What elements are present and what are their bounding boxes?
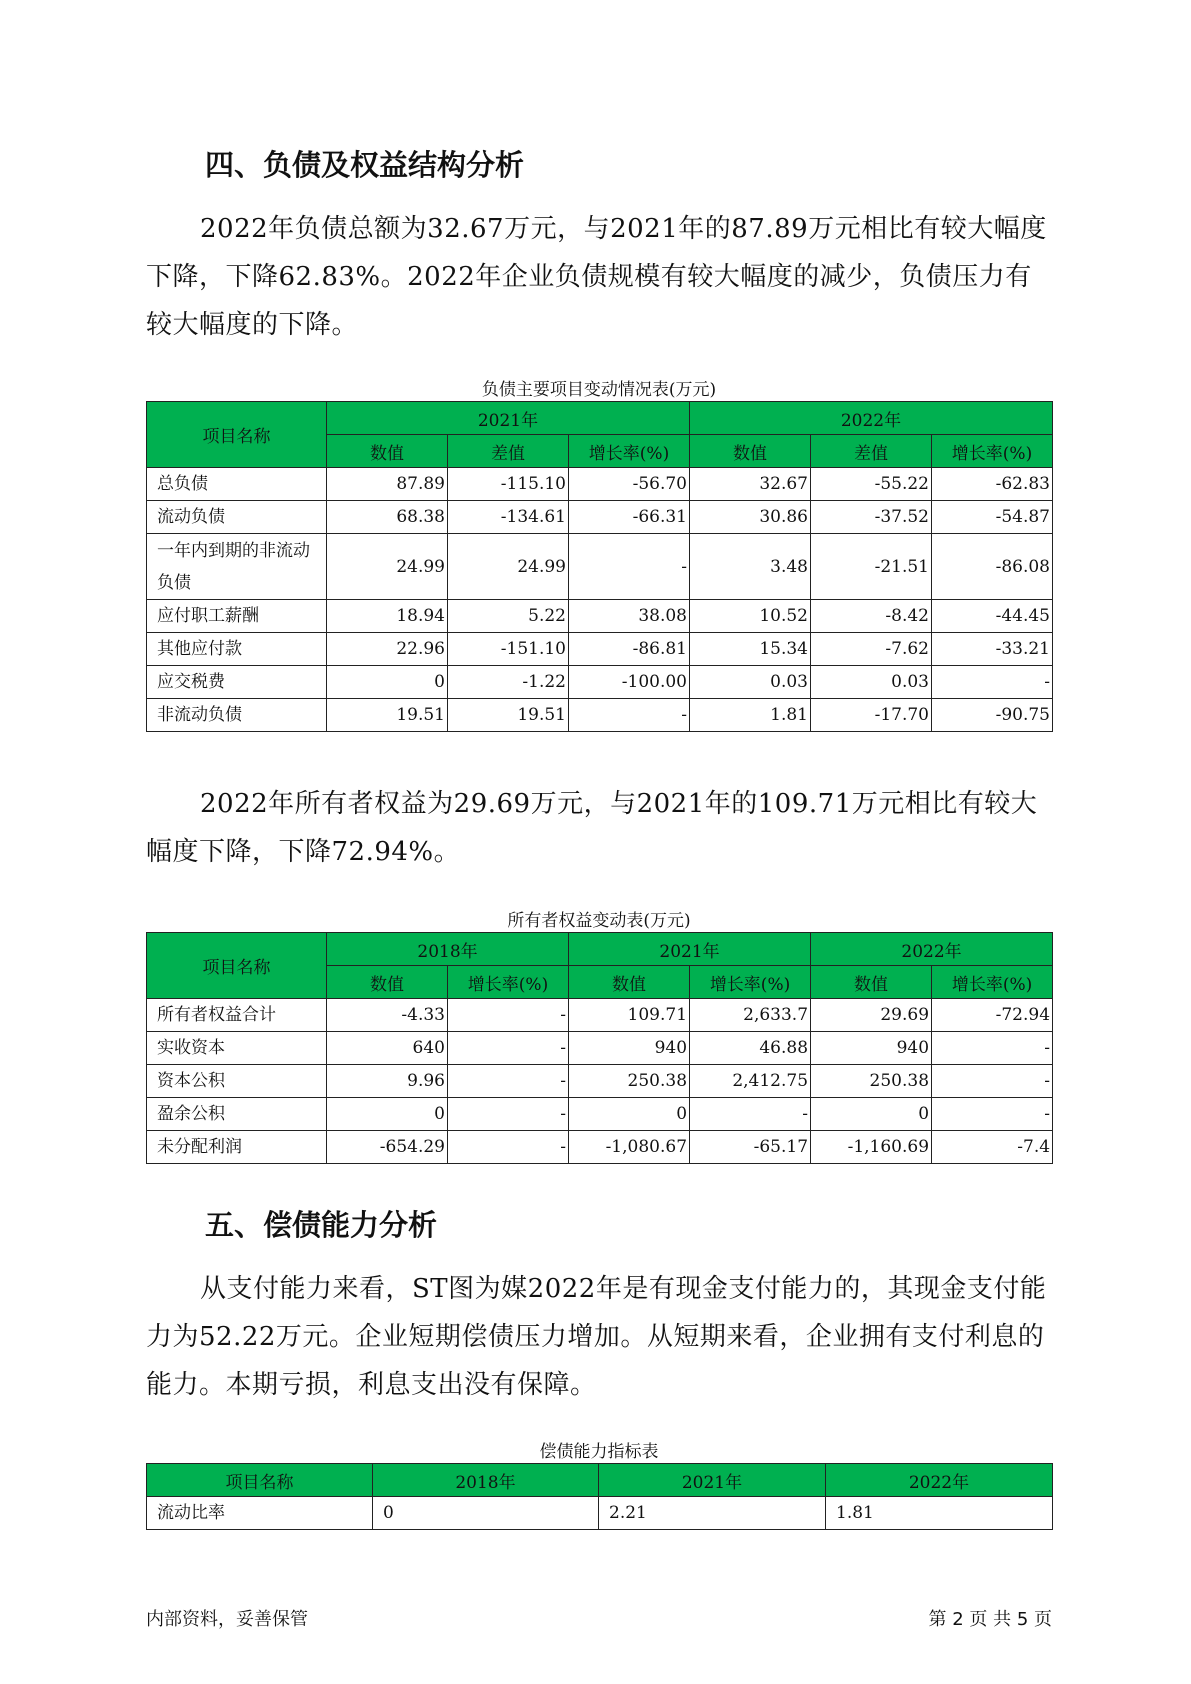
cell: 2,633.7 xyxy=(690,999,811,1032)
cell: 32.67 xyxy=(690,468,811,501)
table-row xyxy=(147,534,1053,600)
header-value: 数值 xyxy=(327,966,448,999)
cell: 22.96 xyxy=(327,633,448,666)
cell: 250.38 xyxy=(569,1065,690,1098)
table-row xyxy=(147,600,1053,633)
cell: -8.42 xyxy=(811,600,932,633)
header-growth: 增长率(%) xyxy=(569,435,690,468)
header-value: 数值 xyxy=(690,435,811,468)
cell: 87.89 xyxy=(327,468,448,501)
cell: -1,080.67 xyxy=(569,1131,690,1164)
cell: -33.21 xyxy=(932,633,1053,666)
cell: -55.22 xyxy=(811,468,932,501)
cell: 2,412.75 xyxy=(690,1065,811,1098)
cell: 9.96 xyxy=(327,1065,448,1098)
cell: -654.29 xyxy=(327,1131,448,1164)
cell: 15.34 xyxy=(690,633,811,666)
cell: -62.83 xyxy=(932,468,1053,501)
cell: - xyxy=(932,1032,1053,1065)
section-5-heading: 五、偿债能力分析 xyxy=(205,1208,438,1242)
cell: - xyxy=(569,534,690,600)
row-name: 总负债 xyxy=(147,468,327,501)
header-item-name: 项目名称 xyxy=(147,1464,373,1497)
cell: -17.70 xyxy=(811,699,932,732)
cell: -56.70 xyxy=(569,468,690,501)
table-row xyxy=(147,501,1053,534)
solvency-paragraph: 从支付能力来看，ST图为媒2022年是有现金支付能力的，其现金支付能力为52.22万元。企业短期偿债压力增加。从短期来看，企业拥有支付利息的能力。本期亏损，利息支出没有保障。 xyxy=(146,1274,1047,1400)
cell: - xyxy=(448,1065,569,1098)
solvency-table-caption: 偿债能力指标表 xyxy=(539,1442,659,1462)
cell: 0.03 xyxy=(811,666,932,699)
cell: 29.69 xyxy=(811,999,932,1032)
cell: 10.52 xyxy=(690,600,811,633)
cell: 1.81 xyxy=(826,1497,1053,1530)
cell: -1.22 xyxy=(448,666,569,699)
cell: 19.51 xyxy=(448,699,569,732)
header-year-2021: 2021年 xyxy=(327,402,690,435)
cell: 38.08 xyxy=(569,600,690,633)
row-name: 一年内到期的非流动负债 xyxy=(147,534,327,600)
cell: 940 xyxy=(811,1032,932,1065)
row-name: 流动比率 xyxy=(147,1497,373,1530)
cell: 68.38 xyxy=(327,501,448,534)
cell: 0 xyxy=(569,1098,690,1131)
header-value: 数值 xyxy=(811,966,932,999)
cell: -21.51 xyxy=(811,534,932,600)
cell: 1.81 xyxy=(690,699,811,732)
row-name: 实收资本 xyxy=(147,1032,327,1065)
row-name: 资本公积 xyxy=(147,1065,327,1098)
header-value: 数值 xyxy=(569,966,690,999)
cell: 109.71 xyxy=(569,999,690,1032)
cell: -134.61 xyxy=(448,501,569,534)
row-name: 未分配利润 xyxy=(147,1131,327,1164)
cell: 250.38 xyxy=(811,1065,932,1098)
cell: - xyxy=(448,1032,569,1065)
cell: -72.94 xyxy=(932,999,1053,1032)
cell: -44.45 xyxy=(932,600,1053,633)
equity-table xyxy=(146,932,1053,1164)
liability-paragraph: 2022年负债总额为32.67万元，与2021年的87.89万元相比有较大幅度下降，下降62.83%。2022年企业负债规模有较大幅度的减少，负债压力有较大幅度的下降。 xyxy=(146,214,1047,340)
cell: -90.75 xyxy=(932,699,1053,732)
header-year-2022: 2022年 xyxy=(811,933,1053,966)
header-item-name: 项目名称 xyxy=(147,402,327,468)
cell: - xyxy=(690,1098,811,1131)
table-row xyxy=(147,633,1053,666)
row-name: 所有者权益合计 xyxy=(147,999,327,1032)
cell: 24.99 xyxy=(448,534,569,600)
header-year-2022: 2022年 xyxy=(690,402,1053,435)
table-row xyxy=(147,1497,1053,1530)
cell: 940 xyxy=(569,1032,690,1065)
table-row xyxy=(147,666,1053,699)
cell: -65.17 xyxy=(690,1131,811,1164)
header-item-name: 项目名称 xyxy=(147,933,327,999)
header-growth: 增长率(%) xyxy=(932,966,1053,999)
cell: -54.87 xyxy=(932,501,1053,534)
cell: 30.86 xyxy=(690,501,811,534)
header-year-2021: 2021年 xyxy=(569,933,811,966)
cell: 0 xyxy=(373,1497,599,1530)
cell: -100.00 xyxy=(569,666,690,699)
cell: 24.99 xyxy=(327,534,448,600)
cell: 19.51 xyxy=(327,699,448,732)
cell: 5.22 xyxy=(448,600,569,633)
table-row xyxy=(147,1131,1053,1164)
footer-confidential: 内部资料，妥善保管 xyxy=(146,1609,308,1630)
header-value: 数值 xyxy=(327,435,448,468)
cell: - xyxy=(448,1098,569,1131)
cell: -1,160.69 xyxy=(811,1131,932,1164)
cell: -7.4 xyxy=(932,1131,1053,1164)
cell: -7.62 xyxy=(811,633,932,666)
cell: 0 xyxy=(327,666,448,699)
cell: 46.88 xyxy=(690,1032,811,1065)
cell: -4.33 xyxy=(327,999,448,1032)
cell: 3.48 xyxy=(690,534,811,600)
header-diff: 差值 xyxy=(811,435,932,468)
cell: -86.08 xyxy=(932,534,1053,600)
cell: -151.10 xyxy=(448,633,569,666)
cell: -86.81 xyxy=(569,633,690,666)
cell: - xyxy=(448,1131,569,1164)
table-row xyxy=(147,468,1053,501)
cell: - xyxy=(569,699,690,732)
header-growth: 增长率(%) xyxy=(448,966,569,999)
cell: - xyxy=(932,1098,1053,1131)
equity-paragraph: 2022年所有者权益为29.69万元，与2021年的109.71万元相比有较大幅度下降，下降72.94%。 xyxy=(146,789,1038,867)
cell: 2.21 xyxy=(599,1497,826,1530)
cell: 640 xyxy=(327,1032,448,1065)
cell: 0 xyxy=(327,1098,448,1131)
header-year-2018: 2018年 xyxy=(327,933,569,966)
header-growth: 增长率(%) xyxy=(932,435,1053,468)
cell: -115.10 xyxy=(448,468,569,501)
table-row xyxy=(147,999,1053,1032)
row-name: 流动负债 xyxy=(147,501,327,534)
row-name: 应付职工薪酬 xyxy=(147,600,327,633)
header-diff: 差值 xyxy=(448,435,569,468)
row-name: 其他应付款 xyxy=(147,633,327,666)
row-name: 应交税费 xyxy=(147,666,327,699)
cell: - xyxy=(932,666,1053,699)
row-name: 非流动负债 xyxy=(147,699,327,732)
row-name: 盈余公积 xyxy=(147,1098,327,1131)
header-year-2018: 2018年 xyxy=(373,1464,599,1497)
table-row xyxy=(147,1032,1053,1065)
cell: 0 xyxy=(811,1098,932,1131)
cell: -37.52 xyxy=(811,501,932,534)
cell: - xyxy=(448,999,569,1032)
equity-table-caption: 所有者权益变动表(万元) xyxy=(507,911,691,931)
footer-page-number: 第 2 页 共 5 页 xyxy=(928,1609,1052,1630)
table-row xyxy=(147,699,1053,732)
header-year-2021: 2021年 xyxy=(599,1464,826,1497)
cell: 18.94 xyxy=(327,600,448,633)
cell: - xyxy=(932,1065,1053,1098)
section-4-heading: 四、负债及权益结构分析 xyxy=(205,148,525,182)
solvency-table xyxy=(146,1463,1053,1530)
liability-table-caption: 负债主要项目变动情况表(万元) xyxy=(481,380,717,400)
table-row xyxy=(147,1065,1053,1098)
liability-table xyxy=(146,401,1053,732)
header-growth: 增长率(%) xyxy=(690,966,811,999)
table-row xyxy=(147,1098,1053,1131)
cell: -66.31 xyxy=(569,501,690,534)
header-year-2022: 2022年 xyxy=(826,1464,1053,1497)
cell: 0.03 xyxy=(690,666,811,699)
